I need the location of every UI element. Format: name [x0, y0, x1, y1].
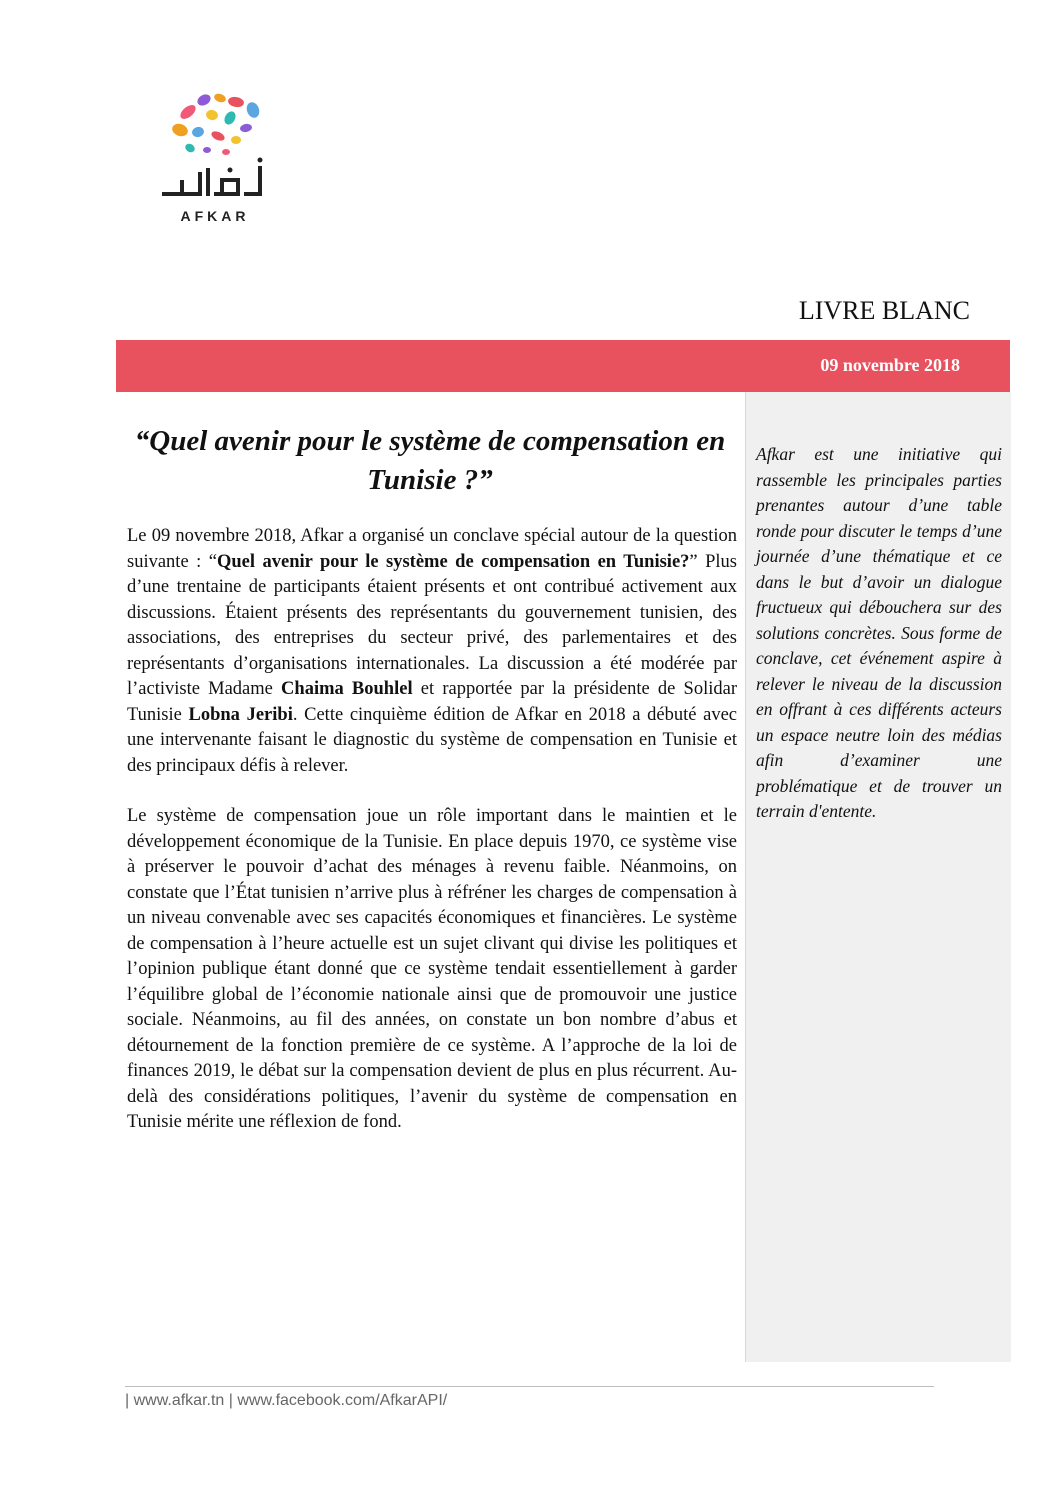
footer-divider: [125, 1386, 934, 1387]
document-body: [127, 524, 737, 1161]
bold-moderator-name: Chaima Bouhlel: [281, 679, 413, 699]
bold-question: Quel avenir pour le système de compensation en Tunisie?: [216, 551, 690, 572]
paragraph-intro: [127, 524, 737, 779]
document-date: 09 novembre 2018: [820, 355, 960, 375]
afkar-logo: [160, 90, 270, 230]
bold-rapporteur-name: Lobna Jeribi: [188, 704, 293, 725]
text-span: Le système de compensation joue un rôle important dans le maintien et le développement économique de la Tunisie. En place depuis 1970, ce système vise à préserver le pouvoir d’achat des ménages à revenu faible. Néanmoins, on constate que l’État tunisien n’arrive plus à réfréner les charges de compensation à un niveau convenable avec ses capacités économiques et financières. Le système de compensation à l’heure actuelle est un sujet clivant qui divise les politiques et l’opinion publique étant donné que ce système tendait essentiellement à garder l’équilibre global de l’économie nationale ainsi que de promouvoir une justice sociale. Néanmoins, au fil des années, on constate un bon nombre d’abus et détournement de la fonction première de ce système. A l’approche de la loi de finances 2019, le débat sur la compensation devient de plus en plus récurrent. Au-delà des considérations politiques, l’avenir du système de compensation en Tunisie mérite une réflexion de fond.: [127, 806, 737, 1132]
logo-mark: [160, 90, 270, 208]
sidebar-box: [745, 392, 1011, 1362]
footer-links[interactable]: | www.afkar.tn | www.facebook.com/AfkarAPI/: [125, 1392, 448, 1409]
document-title: “Quel avenir pour le système de compensation en Tunisie ?”: [134, 425, 726, 496]
document-type: LIVRE BLANC: [798, 296, 970, 325]
text-span: ” Plus d’une trentaine de participants étaient présents et ont contribué activement aux discussions. Étaient présents des représentants du gouvernement tunisien, des associations, des entreprises du secteur privé, des parlementaires et des représentants d’organisations internationales. La discussion a été modérée par l’activiste Madame: [127, 551, 737, 699]
text-span: et rapportée par la présidente de Solidar Tunisie: [127, 679, 737, 725]
text-span: . Cette cinquième édition de Afkar en 2018 a débuté avec une intervenante faisant le diagnostic du système de compensation en Tunisie et des principaux défis à relever.: [127, 704, 737, 776]
text-span: Le 09 novembre 2018, Afkar a organisé un conclave spécial autour de la question suivante : “: [127, 526, 737, 572]
header-band: [116, 340, 1010, 392]
sidebar-text: Afkar est une initiative qui rassemble les principales parties prenantes autour d’une table ronde pour discuter le temps d’une journée d’une thématique et ce dans le but d’avoir un dialogue fructueux qui débouchera sur des solutions concrètes. Sous forme de conclave, cet événement aspire à relever le niveau de la discussion en offrant à ces différents acteurs un espace neutre loin des médias afin d’examiner une problématique et de trouver un terrain d'entente.: [756, 444, 1002, 821]
paragraph-context: [127, 804, 737, 1136]
logo-latin-text: AFKAR: [180, 208, 250, 224]
